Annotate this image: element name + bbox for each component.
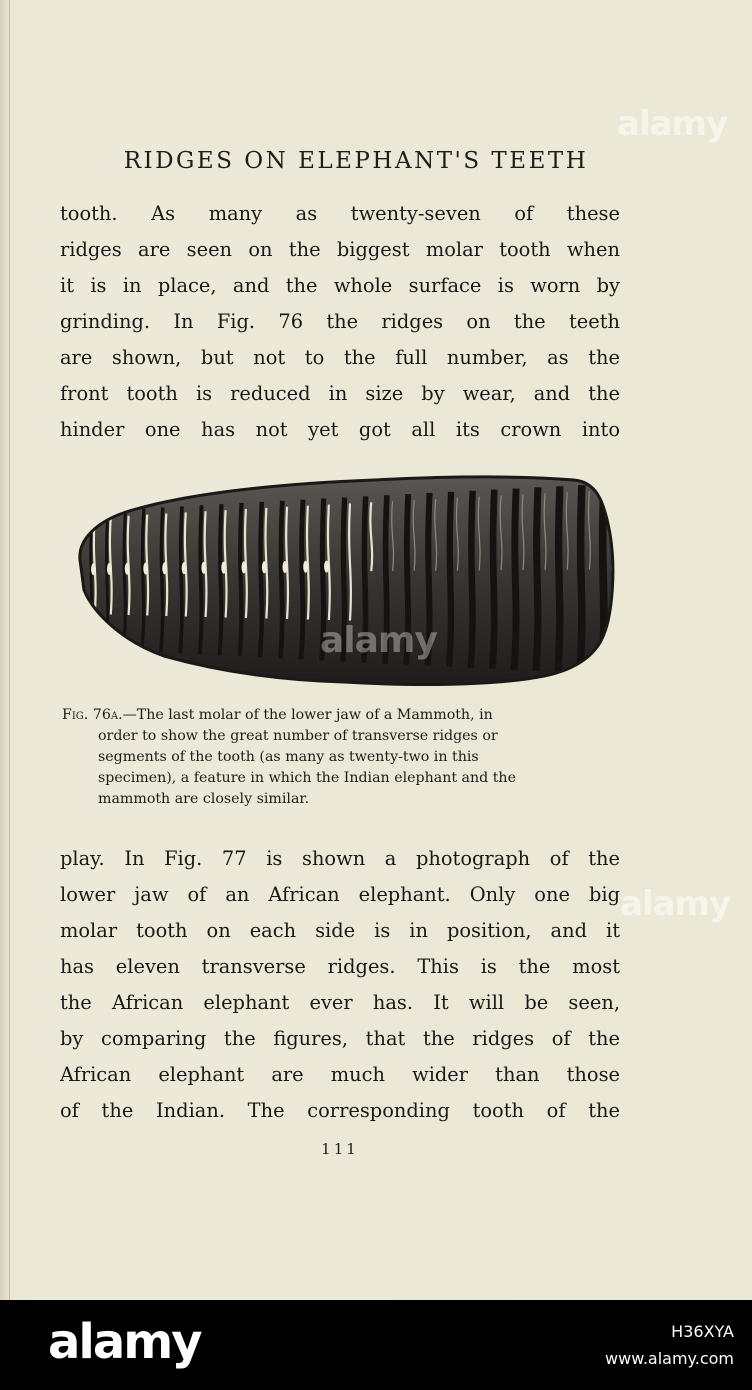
text-line: it is in place, and the whole surface is worn by bbox=[60, 274, 620, 297]
text-line: molar tooth on each side is in position, and it bbox=[60, 919, 620, 942]
page-spine-edge bbox=[9, 0, 10, 1300]
caption-line: specimen), a feature in which the Indian elephant and the bbox=[98, 770, 516, 786]
caption-text: —The last molar of the lower jaw of a Mammoth, in bbox=[122, 707, 493, 723]
body-text-before-figure bbox=[60, 196, 620, 448]
text-line: front tooth is reduced in size by wear, and the bbox=[60, 382, 620, 405]
text-line: are shown, but not to the full number, as the bbox=[60, 346, 620, 369]
text-line: tooth. As many as twenty-seven of these bbox=[60, 202, 620, 225]
caption-line: order to show the great number of transverse ridges or bbox=[98, 728, 498, 744]
text-line: hinder one has not yet got all its crown into bbox=[60, 418, 620, 441]
caption-line: segments of the tooth (as many as twenty-two in this bbox=[98, 749, 479, 765]
text-line: by comparing the figures, that the ridges of the bbox=[60, 1027, 620, 1050]
text-line: the African elephant ever has. It will be seen, bbox=[60, 991, 620, 1014]
text-line: play. In Fig. 77 is shown a photograph of the bbox=[60, 847, 620, 870]
watermark-figure: alamy bbox=[320, 620, 437, 661]
caption-line: mammoth are closely similar. bbox=[98, 791, 310, 807]
watermark-top-right: alamy bbox=[617, 104, 728, 144]
mammoth-molar-illustration bbox=[74, 474, 622, 694]
text-line: of the Indian. The corresponding tooth of the bbox=[60, 1099, 620, 1122]
body-text-after-figure bbox=[60, 841, 620, 1129]
text-line: ridges are seen on the biggest molar tooth when bbox=[60, 238, 620, 261]
running-head: RIDGES ON ELEPHANT'S TEETH bbox=[123, 148, 589, 174]
text-line: grinding. In Fig. 76 the ridges on the teeth bbox=[60, 310, 620, 333]
text-line: has eleven transverse ridges. This is the most bbox=[60, 955, 620, 978]
text-line: lower jaw of an African elephant. Only one big bbox=[60, 883, 620, 906]
caption-line bbox=[62, 705, 622, 726]
alamy-logo: alamy bbox=[48, 1314, 201, 1370]
page-number: 111 bbox=[321, 1140, 359, 1158]
site-url: www.alamy.com bbox=[605, 1349, 734, 1368]
figure-caption bbox=[62, 705, 622, 810]
text-line: African elephant are much wider than those bbox=[60, 1063, 620, 1086]
figure-label: Fig. 76a. bbox=[62, 707, 123, 723]
image-id: H36XYA bbox=[671, 1322, 734, 1341]
watermark-middle-right: alamy bbox=[620, 884, 731, 924]
